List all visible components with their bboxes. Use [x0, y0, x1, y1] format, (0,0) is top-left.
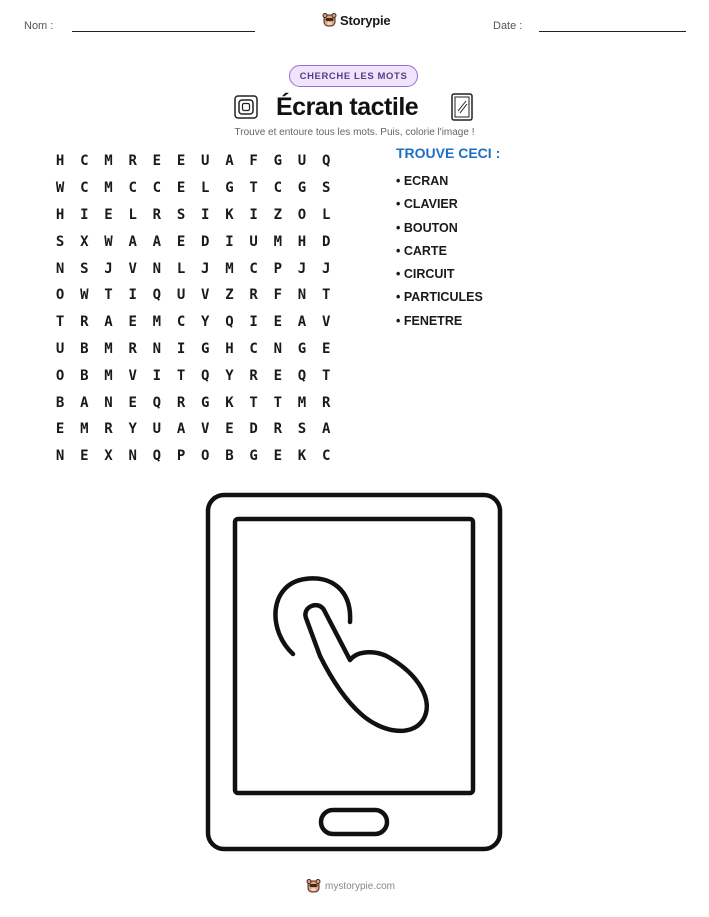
grid-letter[interactable]: T: [273, 394, 282, 411]
grid-letter[interactable]: I: [152, 367, 162, 384]
grid-letter[interactable]: E: [80, 448, 89, 465]
grid-letter[interactable]: R: [128, 153, 137, 170]
grid-letter[interactable]: L: [201, 180, 210, 197]
grid-letter[interactable]: S: [55, 233, 65, 250]
grid-letter[interactable]: G: [201, 340, 210, 357]
grid-letter[interactable]: X: [104, 448, 113, 465]
grid-letter[interactable]: K: [225, 394, 234, 411]
grid-letter[interactable]: N: [152, 340, 162, 357]
grid-letter[interactable]: U: [249, 233, 258, 250]
grid-letter[interactable]: D: [321, 233, 331, 250]
grid-letter[interactable]: A: [80, 394, 89, 411]
word-list-item: • CLAVIER: [396, 197, 458, 212]
grid-letter[interactable]: M: [273, 233, 282, 250]
grid-letter[interactable]: R: [321, 394, 331, 411]
grid-row: [48, 282, 338, 309]
grid-letter[interactable]: I: [128, 287, 137, 304]
grid-letter[interactable]: I: [201, 206, 210, 223]
grid-letter[interactable]: J: [201, 260, 210, 277]
grid-letter[interactable]: O: [201, 448, 210, 465]
grid-letter[interactable]: Q: [152, 448, 162, 465]
grid-letter[interactable]: K: [225, 206, 234, 223]
grid-letter[interactable]: N: [297, 287, 307, 304]
grid-letter[interactable]: W: [55, 180, 65, 197]
word-search-grid[interactable]: [48, 148, 338, 470]
grid-row: [48, 148, 338, 175]
grid-letter[interactable]: I: [225, 233, 234, 250]
grid-letter[interactable]: D: [201, 233, 210, 250]
footer: [306, 878, 395, 894]
grid-letter[interactable]: S: [321, 180, 331, 197]
grid-letter[interactable]: T: [249, 180, 258, 197]
grid-letter[interactable]: E: [152, 153, 162, 170]
grid-letter[interactable]: X: [80, 233, 89, 250]
grid-letter[interactable]: B: [80, 367, 89, 384]
grid-row: [48, 389, 338, 416]
grid-letter[interactable]: V: [201, 421, 210, 438]
word-list-item: • BOUTON: [396, 220, 458, 235]
grid-letter[interactable]: V: [128, 260, 137, 277]
screen-icon: [234, 95, 258, 119]
grid-letter[interactable]: A: [321, 421, 331, 438]
grid-letter[interactable]: N: [55, 260, 65, 277]
grid-letter[interactable]: L: [176, 260, 186, 277]
grid-letter[interactable]: Q: [321, 153, 331, 170]
grid-letter[interactable]: M: [104, 367, 113, 384]
grid-row: [48, 228, 338, 255]
grid-letter[interactable]: A: [225, 153, 234, 170]
grid-letter[interactable]: G: [201, 394, 210, 411]
grid-row: [48, 336, 338, 363]
grid-letter[interactable]: C: [273, 180, 282, 197]
grid-letter[interactable]: E: [176, 233, 186, 250]
date-label: Date :: [493, 20, 523, 32]
footer-site: mystorypie.com: [325, 880, 396, 892]
grid-letter[interactable]: V: [321, 314, 331, 331]
grid-letter[interactable]: Q: [297, 367, 307, 384]
grid-letter[interactable]: B: [80, 340, 89, 357]
brand-name: Storypie: [340, 12, 391, 28]
grid-letter[interactable]: M: [104, 340, 113, 357]
grid-letter[interactable]: G: [249, 448, 258, 465]
grid-letter[interactable]: U: [201, 153, 210, 170]
grid-letter[interactable]: R: [80, 314, 89, 331]
grid-letter[interactable]: U: [176, 287, 186, 304]
grid-letter[interactable]: C: [80, 180, 89, 197]
grid-letter[interactable]: A: [128, 233, 137, 250]
word-list-item: • CIRCUIT: [396, 267, 455, 282]
grid-letter[interactable]: V: [128, 367, 137, 384]
grid-letter[interactable]: A: [297, 314, 307, 331]
grid-letter[interactable]: M: [152, 314, 162, 331]
grid-letter[interactable]: Q: [201, 367, 210, 384]
grid-letter[interactable]: M: [225, 260, 234, 277]
grid-letter[interactable]: E: [225, 421, 234, 438]
grid-letter[interactable]: B: [55, 394, 65, 411]
grid-letter[interactable]: J: [104, 260, 113, 277]
grid-letter[interactable]: N: [55, 448, 65, 465]
grid-letter[interactable]: T: [176, 367, 186, 384]
date-line[interactable]: [539, 31, 686, 32]
grid-letter[interactable]: M: [80, 421, 89, 438]
grid-letter[interactable]: T: [321, 287, 331, 304]
grid-letter[interactable]: J: [297, 260, 307, 277]
grid-letter[interactable]: Z: [273, 206, 282, 223]
grid-letter[interactable]: G: [273, 153, 282, 170]
grid-letter[interactable]: R: [128, 340, 137, 357]
grid-letter[interactable]: R: [176, 394, 186, 411]
grid-letter[interactable]: L: [321, 206, 331, 223]
grid-letter[interactable]: I: [80, 206, 89, 223]
grid-letter[interactable]: H: [55, 206, 65, 223]
grid-letter[interactable]: E: [176, 153, 186, 170]
grid-letter[interactable]: M: [297, 394, 307, 411]
grid-letter[interactable]: W: [104, 233, 113, 250]
name-line[interactable]: [72, 31, 255, 32]
grid-letter[interactable]: N: [273, 340, 282, 357]
grid-letter[interactable]: A: [152, 233, 162, 250]
grid-letter[interactable]: V: [201, 287, 210, 304]
grid-row: [48, 202, 338, 229]
grid-letter[interactable]: C: [128, 180, 137, 197]
grid-letter[interactable]: E: [176, 180, 186, 197]
home-button[interactable]: [321, 810, 387, 834]
grid-letter[interactable]: E: [55, 421, 65, 438]
grid-letter[interactable]: H: [225, 340, 234, 357]
grid-letter[interactable]: N: [104, 394, 113, 411]
word-list-item: • ECRAN: [396, 174, 449, 188]
grid-letter[interactable]: R: [273, 421, 282, 438]
grid-letter[interactable]: N: [152, 260, 162, 277]
grid-letter[interactable]: F: [273, 287, 282, 304]
grid-letter[interactable]: U: [55, 340, 65, 357]
grid-letter[interactable]: I: [249, 314, 258, 331]
grid-letter[interactable]: W: [80, 287, 89, 304]
grid-letter[interactable]: E: [273, 314, 282, 331]
grid-letter[interactable]: E: [273, 367, 282, 384]
grid-letter[interactable]: S: [176, 206, 186, 223]
grid-letter[interactable]: C: [249, 260, 258, 277]
grid-letter[interactable]: O: [55, 287, 65, 304]
grid-letter[interactable]: A: [104, 314, 113, 331]
touchscreen-tablet-illustration[interactable]: [205, 492, 503, 852]
storypie-mascot-icon: [306, 878, 321, 894]
grid-letter[interactable]: C: [321, 448, 331, 465]
grid-row: [48, 443, 338, 470]
grid-letter[interactable]: G: [225, 180, 234, 197]
grid-letter[interactable]: J: [321, 260, 331, 277]
grid-letter[interactable]: E: [273, 448, 282, 465]
grid-row: [48, 362, 338, 389]
brand-logo: [322, 12, 390, 28]
grid-letter[interactable]: Y: [225, 367, 234, 384]
grid-letter[interactable]: Q: [225, 314, 234, 331]
grid-letter[interactable]: A: [176, 421, 186, 438]
grid-letter[interactable]: O: [55, 367, 65, 384]
tablet-icon: [451, 93, 473, 121]
grid-letter[interactable]: C: [152, 180, 162, 197]
word-list-item: • FENETRE: [396, 313, 463, 328]
grid-letter[interactable]: Q: [152, 287, 162, 304]
grid-letter[interactable]: T: [55, 314, 65, 331]
grid-letter[interactable]: H: [55, 153, 65, 170]
grid-letter[interactable]: U: [152, 421, 162, 438]
grid-letter[interactable]: E: [128, 394, 137, 411]
grid-letter[interactable]: L: [128, 206, 137, 223]
grid-letter[interactable]: C: [176, 314, 186, 331]
grid-letter[interactable]: G: [297, 340, 307, 357]
grid-letter[interactable]: B: [225, 448, 234, 465]
grid-letter[interactable]: M: [104, 153, 113, 170]
grid-letter[interactable]: K: [297, 448, 307, 465]
grid-letter[interactable]: R: [104, 421, 113, 438]
grid-letter[interactable]: U: [297, 153, 307, 170]
grid-row: [48, 416, 338, 443]
grid-letter[interactable]: Y: [128, 421, 137, 438]
grid-letter[interactable]: E: [128, 314, 137, 331]
grid-letter[interactable]: I: [249, 206, 258, 223]
storypie-mascot-icon: [322, 12, 337, 28]
grid-letter[interactable]: T: [104, 287, 113, 304]
instructions: Trouve et entoure tous les mots. Puis, colorie l'image !: [234, 127, 475, 138]
grid-letter[interactable]: T: [249, 394, 258, 411]
activity-badge: CHERCHE LES MOTS: [289, 65, 418, 87]
grid-letter[interactable]: S: [80, 260, 89, 277]
grid-letter[interactable]: T: [321, 367, 331, 384]
grid-row: [48, 255, 338, 282]
grid-letter[interactable]: E: [104, 206, 113, 223]
grid-letter[interactable]: G: [297, 180, 307, 197]
grid-row: [48, 175, 338, 202]
grid-letter[interactable]: M: [104, 180, 113, 197]
grid-letter[interactable]: H: [297, 233, 307, 250]
grid-letter[interactable]: Q: [152, 394, 162, 411]
grid-letter[interactable]: P: [273, 260, 282, 277]
name-label: Nom :: [24, 20, 54, 32]
grid-letter[interactable]: R: [249, 367, 258, 384]
grid-letter[interactable]: N: [128, 448, 137, 465]
grid-letter[interactable]: S: [297, 421, 307, 438]
grid-row: [48, 309, 338, 336]
grid-letter[interactable]: E: [321, 340, 331, 357]
grid-letter[interactable]: D: [249, 421, 258, 438]
title-row: [0, 90, 709, 124]
grid-letter[interactable]: R: [249, 287, 258, 304]
word-list-title: TROUVE CECI :: [396, 145, 501, 161]
grid-letter[interactable]: R: [152, 206, 162, 223]
grid-letter[interactable]: F: [249, 153, 258, 170]
grid-letter[interactable]: C: [80, 153, 89, 170]
grid-letter[interactable]: O: [297, 206, 307, 223]
word-list: [396, 145, 500, 333]
grid-letter[interactable]: C: [249, 340, 258, 357]
grid-letter[interactable]: P: [176, 448, 186, 465]
word-list-item: • PARTICULES: [396, 290, 483, 305]
word-list-item: • CARTE: [396, 243, 447, 258]
grid-letter[interactable]: Y: [201, 314, 210, 331]
grid-letter[interactable]: I: [176, 340, 186, 357]
page-title: Écran tactile: [276, 93, 419, 121]
grid-letter[interactable]: Z: [225, 287, 234, 304]
